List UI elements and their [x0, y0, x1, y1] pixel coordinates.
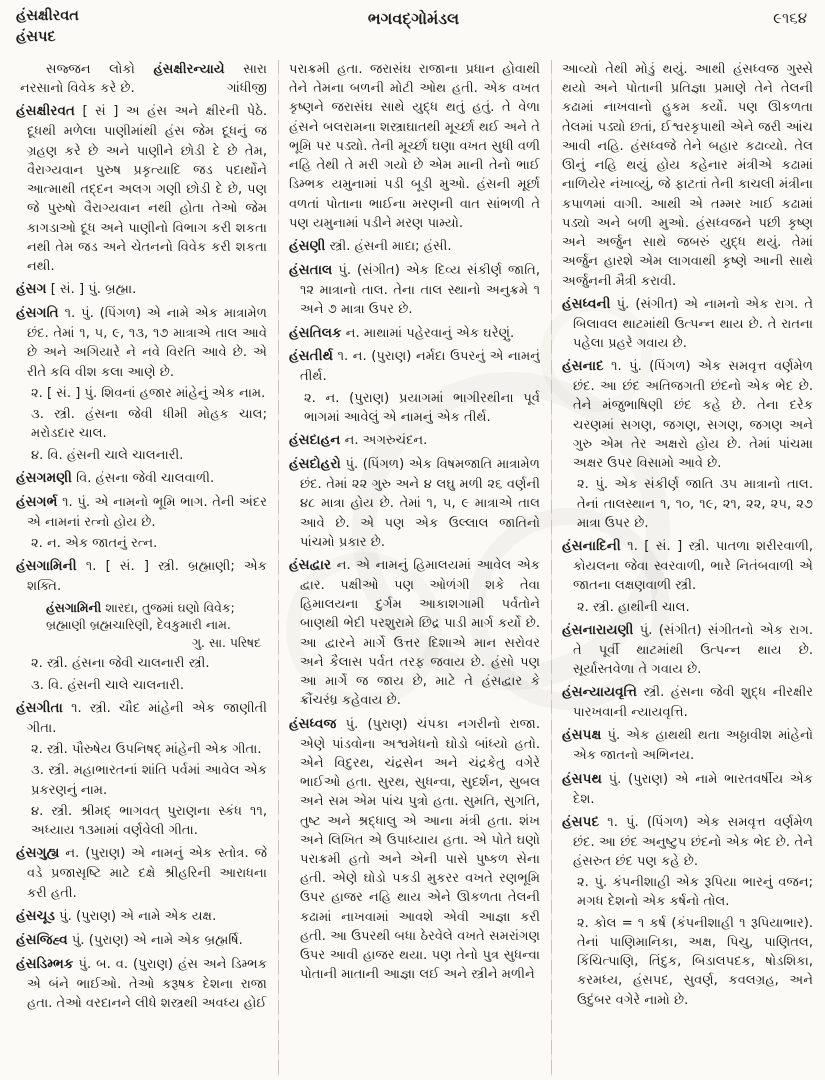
sense-paragraph: ૨. ન. (પુરાણ) પ્રયાગમાં ભાગીરથીના પૂર્વ ભાગમાં આવેલું એ નામનું એક તીર્થ.	[304, 390, 540, 425]
dictionary-entry	[16, 955, 267, 1013]
dictionary-entry	[16, 931, 267, 951]
headword: હંસધ્વજ	[289, 715, 337, 732]
headword: હંસતાલ	[289, 262, 333, 279]
column-3	[562, 60, 813, 1076]
verse-keyword: હંસગામિની	[46, 599, 102, 615]
entry-body: ૧. ન. (પુરાણ) નર્મદા ઉપરનું એ નામનું તીર્થ.	[300, 349, 540, 385]
dictionary-entry	[562, 683, 813, 722]
dictionary-entry	[562, 621, 813, 679]
dictionary-entry	[289, 455, 540, 552]
dictionary-entry	[289, 556, 540, 711]
page-number: ૯૧૬૪	[773, 9, 807, 27]
entry-body: પું. (સંગીત) સંગીતનો એક રાગ. તે પૂર્વી થાટમાંથી ઉત્પન્ન થાય છે. સૂર્યાસ્તવેળા તે ગવાય છે.	[573, 622, 813, 677]
sense-paragraph: ૨. સ્ત્રી. પૌરુષેય ઉપનિષદ્ માંહેની એક ગીતા.	[31, 742, 262, 758]
column-divider	[278, 60, 279, 1076]
entry-body: [ સં. ] પું. બ્રહ્મા.	[46, 282, 137, 298]
dictionary-entry	[289, 715, 540, 985]
dictionary-entry	[289, 431, 540, 451]
headword: હંસક્ષીરવત	[16, 103, 75, 120]
column-1	[16, 60, 267, 1076]
dictionary-entry	[289, 324, 540, 344]
dictionary-entry	[562, 537, 813, 595]
entry-body: ૧. [ સં. ] સ્ત્રી. બ્રહ્માણી; એક શક્તિ.	[27, 559, 267, 595]
sense-paragraph: ૩. વિ. હંસની ચાલે ચાલનારી.	[31, 677, 185, 693]
dictionary-entry	[289, 261, 540, 319]
headword: હંસદ્વાર	[289, 557, 332, 574]
verse-line	[46, 599, 267, 617]
dictionary-entry	[16, 907, 267, 927]
headword: હંસન્યાયવૃત્તિ	[562, 684, 638, 701]
headword: હંસણી	[289, 238, 326, 255]
headword: હંસડિમ્ભક	[16, 955, 74, 972]
sense-paragraph: ૨. ન. એક જાતનું રત્ન.	[31, 536, 158, 552]
dictionary-entry	[289, 237, 540, 257]
sense-paragraph: ૨. પું. એક સંકીર્ણ જાતિ ૩૫ માત્રાનો તાલ. તેનાં તાલસ્થાન ૧, ૧૦, ૧૯, ૨૧, ૨૨, ૨૫, ૨૭ માત્રા ઉપર છે.	[577, 477, 813, 531]
headword: હંસગતિ	[16, 305, 59, 322]
headword: હંસદોહરો	[289, 456, 341, 473]
page-title: ભગવદ્ગોમંડલ	[367, 9, 460, 28]
column-2	[289, 60, 540, 1076]
headword: હંસપથ	[562, 770, 602, 787]
dictionary-entry	[289, 347, 540, 386]
entry-body: ૧. સ્ત્રી. ચૌદ માંહેની એક જાણીતી ગીતા.	[27, 700, 267, 736]
quote-text: સારા નરસાનો વિવેક કરે છે.	[20, 62, 267, 97]
entry-body: પું. (પુરાણ) એ નામે એક બ્રહ્મર્ષિ.	[67, 932, 243, 948]
sense-paragraph: ૨. સ્ત્રી. હંસના જેવી ચાલનારી સ્ત્રી.	[31, 656, 210, 672]
headword: હંસગામિની	[16, 558, 77, 575]
dictionary-entry	[16, 304, 267, 382]
dictionary-entry	[16, 280, 267, 300]
entry-body: [ સં ] અ હંસ અને ક્ષીરની પેઠે. દૂધથી મળેલા પાણીમાંથી હંસ જેમ દૂધનું જ ગ્રહણ કરે છે અને પાણીને છોડી દે છે તેમ, વૈરાગ્યવાન પુરુષ પ્રકૃત્યાદિ જડ પદાર્થોને આત્માથી તદ્દન અલગ ગણી છોડી દે છે, પણ જે પુરુષો વૈરાગ્યવાન નથી હોતા તેઓ જેમ કાગડાઓ દૂધ અને પાણીનો વિભાગ કરી શકતા નથી તેમ જડ અને ચેતનનો વિવેક કરી શકતા નથી.	[27, 104, 267, 275]
entry-body: ન. માથામાં પહેરવાનું એક ઘરેણું.	[341, 325, 515, 341]
epigraph-quote	[16, 60, 267, 98]
entry-body: વિ. હંસના જેવી ચાલવાળી.	[71, 470, 215, 486]
quote-text: સજ્જન લોકો	[46, 62, 154, 77]
dictionary-entry	[16, 102, 267, 276]
headword: હંસપક્ષ	[562, 727, 602, 744]
headword: હંસજિહ્વ	[16, 931, 68, 948]
headword: હંસગીતા	[16, 699, 63, 716]
entry-body: પું. (સંગીત) એક દિવ્ય સંકીર્ણ જાતિ, ૧૨ માત્રાનો તાલ. તેના તાલ સ્થાનો અનુક્રમે ૧ અને ૭ માત્રા ઉપર છે.	[300, 263, 540, 318]
entry-body: ન. એ નામનું હિમાલયમાં આવેલ એક દ્વાર. પક્ષીઓ પણ ઓળંગી શકે તેવા હિમાલયના દુર્ગમ આકાશગામી પર્વતોને બાણથી ભેદી પરશુરામે છિદ્ર પાડી માર્ગ કર્યો છે. આ દ્વારને માર્ગે ઉત્તર દિશાએ માન સરોવર અને કૈલાસ પર્વત તરફ જવાય છે. હંસો પણ આ માર્ગે જ જાય છે, માટે તે હંસદ્વાર કે ક્રૌંચરંધ્ર કહેવાય છે.	[300, 558, 540, 709]
headword: હંસગ	[16, 281, 47, 298]
sense-paragraph: ૨. સ્ત્રી. હાથીની ચાલ.	[577, 599, 690, 615]
dictionary-entry	[562, 295, 813, 353]
headword: હંસગુહ્ય	[16, 845, 60, 862]
column-gap	[267, 60, 289, 1076]
entry-body: પું. (પુરાણ) એ નામે ભારતવર્ષીય એક દેશ.	[573, 771, 813, 807]
headword: હંસનાદિની	[562, 538, 621, 555]
quote-attribution: ગાંધીજી	[227, 81, 267, 97]
entry-body: ૧. પું. (પિંગળ) એક સમવૃત્ત વર્ણમેળ છંદ. આ છંદ અતિજગતી છંદનો એક ભેદ છે. તેને મંજુભાષિણી છંદ કહે છે. તેના દરેક ચરણમાં સગણ, જગણ, સગણ, જગણ અને ગુરુ એમ તેર અક્ષરો હોય છે. તેમાં પાંચમા અક્ષર ઉપર વિસામો આવે છે.	[573, 359, 813, 472]
guide-word-top: હંસક્ષીરવત	[16, 8, 79, 24]
entry-body: પું. (પિંગળ) એક વિષમજાતિ માત્રામેળ છંદ. તેમાં ૨૨ ગુરુ અને ૪ લઘુ મળી ૨૬ વર્ણની ૪૮ માત્રા હોય છે. તેમાં ૧, ૫, ૯ માત્રાએ તાલ આવે છે. એ પણ એક ઉલ્લાલ જાતિનો પાંચમો પ્રકાર છે.	[300, 457, 540, 550]
sense-paragraph: ૩. સ્ત્રી. હંસના જેવી ધીમી મોહક ચાલ; મરોડદાર ચાલ.	[31, 407, 267, 442]
continuation-paragraph: આવ્યો તેથી મોડું થયું. આથી હંસધ્વજ ગુસ્સે થયો અને પોતાની પ્રતિજ્ઞા પ્રમાણે તેને તેલની કઢામાં નાખવાનો હુકમ કર્યો. પણ ઊકળતા તેલમાં પડ્યો છતાં, ઈશ્વરકૃપાથી એને જરી આંચ આવી નહિ. હંસધ્વજે તેને બહાર કઢાવ્યો. તેલ ઊનું નહિ થયું હોય કહેનાર મંત્રીએ કઢામાં નાળિયેર નંખાવ્યું, જે ફાટતાં તેની કાચલી મંત્રીના કપાળમાં વાગી. આથી એ તમ્મર ખાઈ કઢામાં પડ્યો અને બળી મુઓ. હંસધ્વજને પછી કૃષ્ણ અને અર્જુન સાથે જબરું યુદ્ધ થયું. તેમાં અર્જુન હારશે એમ લાગવાથી કૃષ્ણે આની સાથે અર્જુનની મૈત્રી કરાવી.	[562, 62, 813, 289]
verse-line: બ્રહ્માણી બ્રહ્મચારિણી, દેવકુમારી નામ.	[46, 617, 231, 633]
dictionary-entry	[562, 770, 813, 809]
entry-body: પું. એક હાથથી થતા અઠ્ઠાવીશ માંહેનો એક જાતનો અભિનય.	[573, 728, 813, 764]
sense-paragraph: ૨. પું. કંપનીશાહી એક રૂપિયા ભારનું વજન; મગધ દેશનો એક કર્ષનો તોલ.	[577, 875, 813, 910]
sense-paragraph: ૪. સ્ત્રી. શ્રીમદ્ ભાગવત્ પુરાણના સ્કંધ ૧૧, અધ્યાય ૧૩મામાં વર્ણવેલી ગીતા.	[31, 803, 267, 839]
sense-paragraph: ૨. કોલ = ૧ કર્ષ (કંપનીશાહી ૧ રૂપિયાભાર). તેનાં પાણિમાનિકા, અક્ષ, પિચુ, પાણિતલ, કિંચિત્પાણિ, તિંદુક, બિડાલપદક, ષોડશિકા, કરમધ્ય, હંસપદ, સુવર્ણ, કવલગ્રહ, અને ઉદુંબર વગેરે નામો છે.	[577, 915, 813, 1008]
entry-body: ૧. પું. એ નામનો ભૂમિ ભાગ. તેની અંદર એ નામનાં રત્નો હોય છે.	[27, 494, 267, 530]
entry-body: પું. (પુરાણ) ચંપકા નગરીનો રાજા. એણે પાંડવોના અશ્વમેધનો ઘોડો બાંધ્યો હતો. એને વિદુરથ, ચંદ્રસેન અને ચંદ્રકેતુ વગેરે ભાઈઓ હતા. સુરથ, સુધન્વા, સુદર્શન, સુબલ અને સમ એમ પાંચ પુત્રો હતા. સુમતિ, સુગતિ, તુષ્ટ અને શ્રદ્ધાલુ એ આના મંત્રી હતા. શંખ અને લિખિત એ ઉપાધ્યાય હતા. એ પોતે ઘણો પરાક્રમી હતો અને એની પાસે પુષ્કળ સેના હતી. એણે ઘોડો પકડી મુકરર વખતે રણભૂમિ ઉપર હાજર નહિ થાય એને ઊકળતા તેલની કઢામાં નાખવામાં આવશે એવી આજ્ઞા કરી હતી. આ ઉપરથી બધા ઠેરવેલે વખતે સમરાંગણ ઉપર આવી હાજર થયા. પણ તેનો પુત્ર સુધન્વા પોતાની માતાની આજ્ઞા લઈ અને સ્ત્રીને મળીને	[300, 716, 540, 983]
entry-body: ૧. [ સં. ] સ્ત્રી. પાતળા શરીરવાળી, કોયલના જેવા સ્વરવાળી, ભારે નિતંબવાળી એ જાતના લક્ષણવાળી સ્ત્રી.	[573, 539, 813, 594]
dictionary-entry	[16, 469, 267, 489]
headword: હંસદાહન	[289, 432, 341, 449]
dictionary-entry	[562, 813, 813, 871]
entry-body: પું. (પુરાણ) એ નામે એક યક્ષ.	[55, 908, 217, 924]
sense-paragraph: ૪. વિ. હંસની ચાલે ચાલનારી.	[31, 447, 184, 463]
dictionary-entry	[16, 844, 267, 902]
continuation-paragraph: પરાક્રમી હતા. જરાસંઘ રાજાના પ્રધાન હોવાથી તેને તેમના બળની મોટી ઓથ હતી. એક વખત કૃષ્ણને જરાસંઘ સાથે યુદ્ધ થતું હતું. તે વેળા હંસને બલરામના શસ્ત્રાઘાતથી મૂર્ચ્છા થઈ અને તે ભૂમિ પર પડ્યો. તેની મૂર્ચ્છા ઘણા વખત સુધી વળી નહિ તેથી તે મરી ગયો છે એમ માની તેનો ભાઈ ડિમ્ભક યમુનામાં પડી બૂડી મુઓ. હંસની મૂર્છા વળતાં પોતાના ભાઈના મરણની વાત સાંભળી તે પણ યમુનામાં પડીને મરણ પામ્યો.	[289, 62, 540, 231]
dictionary-entry	[562, 357, 813, 473]
dictionary-entry	[562, 726, 813, 765]
sense-paragraph: ૩. સ્ત્રી. મહાભારતનાં શાંતિ પર્વમાં આવેલ એક પ્રકરણનું નામ.	[31, 763, 267, 798]
entry-body: ૧. પું. (પિંગળ) એ નામે એક માત્રામેળ છંદ. તેમાં ૧, ૫, ૯, ૧૩, ૧૭ માત્રાએ તાલ આવે છે અને અગિયારે ને નવે વિરતિ આવે છે. એ રીતે કવિ વીશ કલા આણે છે.	[27, 306, 267, 380]
entry-body: સ્ત્રી. હંસના જેવી શુદ્ધ નીરક્ષીર પારખવાની ન્યાયવૃત્તિ.	[573, 685, 813, 721]
entry-body: ન. (પુરાણ) એ નામનું એક સ્તોત્ર. જે વડે પ્રજાસૃષ્ટિ માટે દક્ષે શ્રીહરિની આરાધના કરી હતી.	[27, 846, 267, 901]
guide-word-bottom: હંસપદ	[16, 29, 56, 45]
headword: હંસતિલક	[289, 324, 342, 341]
quote-keyword: હંસક્ષીરન્યાયે	[153, 62, 225, 77]
headword: હંસપદ	[562, 813, 600, 830]
column-divider	[551, 60, 552, 1076]
verse-text: શારદા, તુજમાં ઘણો વિવેક;	[101, 599, 235, 615]
headword: હંસતીર્થ	[289, 348, 334, 365]
column-gap	[540, 60, 562, 1076]
entry-body: ન. અગરુચંદન.	[340, 433, 428, 449]
text-columns	[16, 60, 813, 1076]
headword: હંસનારાયણી	[562, 621, 634, 638]
headword: હંસગમણી	[16, 469, 72, 486]
entry-body: પું. (સંગીત) એ નામનો એક રાગ. તે બિલાવલ થાટમાંથી ઉત્પન્ન થાય છે. તે રાતના પહેલા પ્રહરે ગવાય છે.	[573, 296, 813, 352]
dictionary-entry	[16, 493, 267, 532]
headword: હંસધ્વની	[562, 295, 611, 312]
dictionary-entry	[16, 557, 267, 596]
page-header	[16, 6, 811, 56]
headword: હંસનાદ	[562, 358, 604, 375]
verse-citation	[46, 599, 267, 653]
headword: હંસગર્ભ	[16, 493, 58, 510]
entry-body: સ્ત્રી. હંસની માદા; હંસી.	[325, 239, 452, 255]
sense-paragraph: ૨. [ સં. ] પું. શિવનાં હજાર માંહેનું એક નામ.	[31, 385, 266, 401]
dictionary-entry	[16, 699, 267, 738]
verse-attribution: ગુ. સા. પરિષદ	[192, 635, 261, 651]
entry-body: પું. બ. વ. (પુરાણ) હંસ અને ડિમ્ભક એ બંને ભાઈઓ. તેઓ કરૂષક દેશના રાજા હતા. તેઓ વરદાનને લીધે શસ્ત્રથી અવધ્ય હોઈ	[27, 956, 267, 1011]
entry-body: ૧. પું. (પિંગળ) એક સમવૃત્ત વર્ણમેળ છંદ. આ છંદ અનુષ્ટુપ છંદનો એક ભેદ છે. તેને હંસરુત છંદ પણ કહે છે.	[573, 814, 813, 870]
headword: હંસચૂડ	[16, 907, 56, 924]
